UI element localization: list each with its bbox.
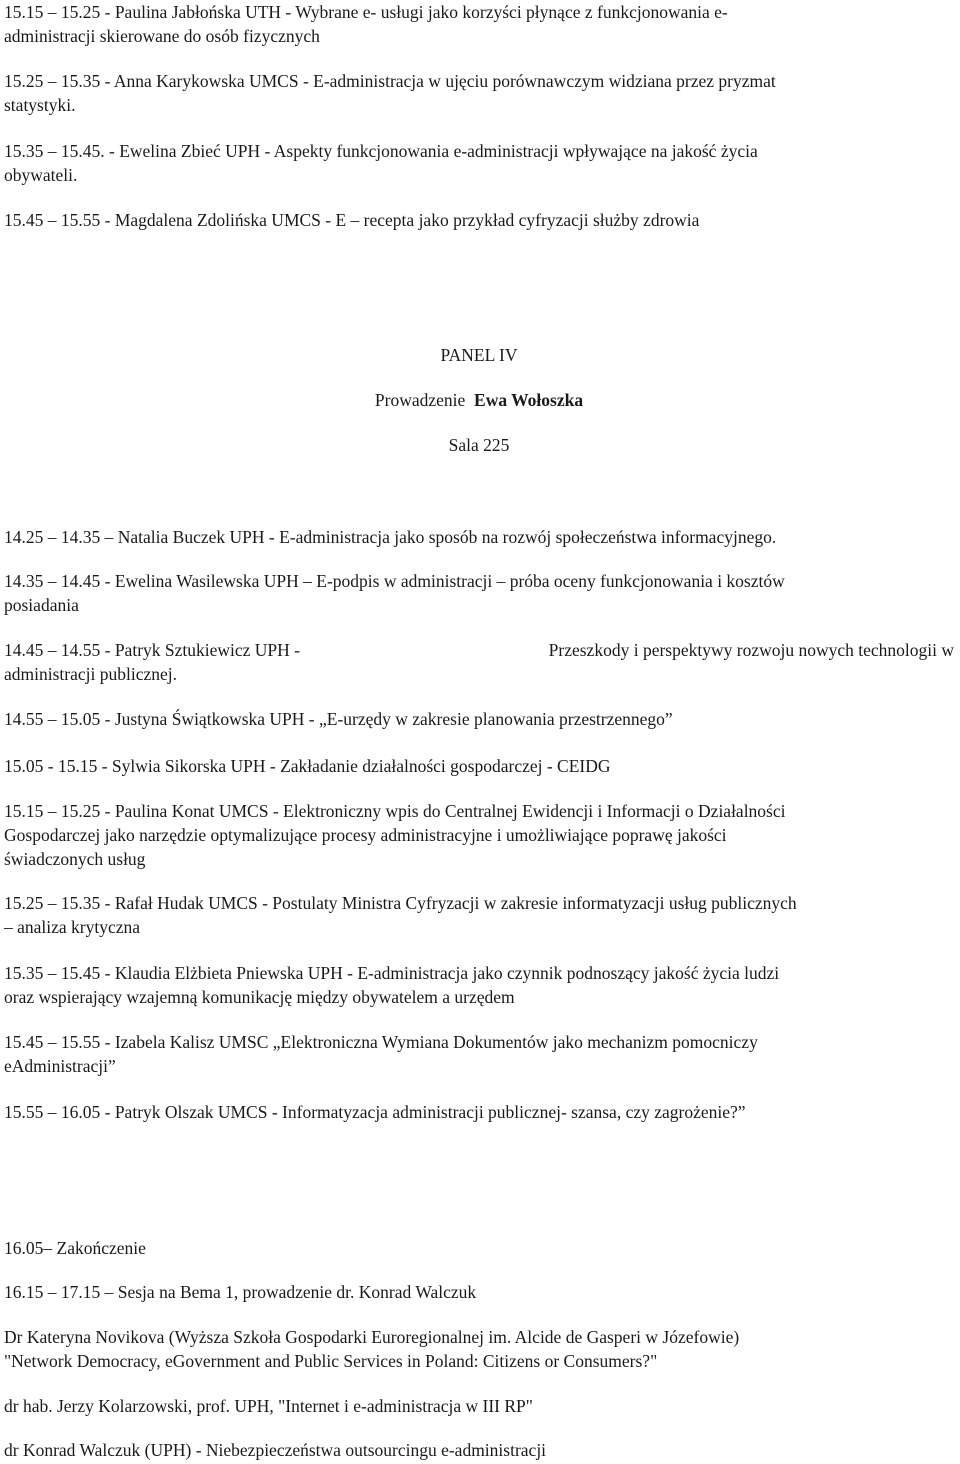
agenda-item: 15.05 - 15.15 - Sylwia Sikorska UPH - Zakładanie działalności gospodarczej - CEIDG [4,756,611,776]
agenda-item: 15.45 – 15.55 - Izabela Kalisz UMSC „Elektroniczna Wymiana Dokumentów jako mechanizm pomocniczy eAdministracji” [4,1032,758,1076]
agenda-item: 15.25 – 15.35 - Rafał Hudak UMCS - Postulaty Ministra Cyfryzacji w zakresie informatyzacji usług publicznych – analiza krytyczna [4,893,797,937]
session-item: dr hab. Jerzy Kolarzowski, prof. UPH, "Internet i e-administracja w III RP" [4,1396,533,1416]
panel-title: PANEL IV [440,345,518,365]
agenda-item: 14.35 – 14.45 - Ewelina Wasilewska UPH – E-podpis w administracji – próba oceny funkcjonowania i kosztów posiadania [4,571,785,615]
agenda-item: 15.15 – 15.25 - Paulina Konat UMCS - Elektroniczny wpis do Centralnej Ewidencji i Informacji o Działalności Gospodarczej jako narzędzie optymalizujące procesy administracyjne i umożliwiające poprawę jakości świadczonych usług [4,801,786,869]
session-line: 16.15 – 17.15 – Sesja na Bema 1, prowadzenie dr. Konrad Walczuk [4,1282,477,1302]
agenda-item: 15.55 – 16.05 - Patryk Olszak UMCS - Informatyzacja administracji publicznej- szansa, czy zagrożenie?” [4,1102,746,1122]
session-item: Dr Kateryna Novikova (Wyższa Szkoła Gospodarki Euroregionalnej im. Alcide de Gasperi w Józefowie) "Network Democracy, eGovernment and Public Services in Poland: Citizens or Consumers?" [4,1327,740,1371]
agenda-item: 15.35 – 15.45 - Klaudia Elżbieta Pniewska UPH - E-administracja jako czynnik podnoszący jakość życia ludzi oraz wspierający wzajemną komunikację między obywatelem a urzędem [4,963,780,1007]
agenda-item: 14.25 – 14.35 – Natalia Buczek UPH - E-administracja jako sposób na rozwój społeczeństwa informacyjnego. [4,527,777,547]
agenda-item: 15.45 – 15.55 - Magdalena Zdolińska UMCS - E – recepta jako przykład cyfryzacji służby zdrowia [4,210,700,230]
agenda-item: 15.35 – 15.45. - Ewelina Zbieć UPH - Aspekty funkcjonowania e-administracji wpływające na jakość życia obywateli. [4,141,758,185]
agenda-item: 14.45 – 14.55 - Patryk Sztukiewicz UPH - Przeszkody i perspektywy rozwoju nowych technologii w administracji publicznej. [4,640,954,684]
agenda-item: 14.55 – 15.05 - Justyna Świątkowska UPH - „E-urzędy w zakresie planowania przestrzennego” [4,709,673,729]
agenda-item: 15.25 – 15.35 - Anna Karykowska UMCS - E-administracja w ujęciu porównawczym widziana przez pryzmat statystyki. [4,71,776,115]
closing-line: 16.05– Zakończenie [4,1238,146,1258]
panel-room: Sala 225 [448,435,510,455]
moderator-name: Ewa Wołoszka [474,390,584,410]
agenda-item: 15.15 – 15.25 - Paulina Jabłońska UTH - Wybrane e- usługi jako korzyści płynące z funkcjonowania e- administracji skierowane do osób fizycznych [4,2,728,46]
session-item: dr Konrad Walczuk (UPH) - Niebezpieczeństwa outsourcingu e-administracji [4,1440,547,1460]
panel-moderator: Prowadzenie Ewa Wołoszka [374,390,584,410]
